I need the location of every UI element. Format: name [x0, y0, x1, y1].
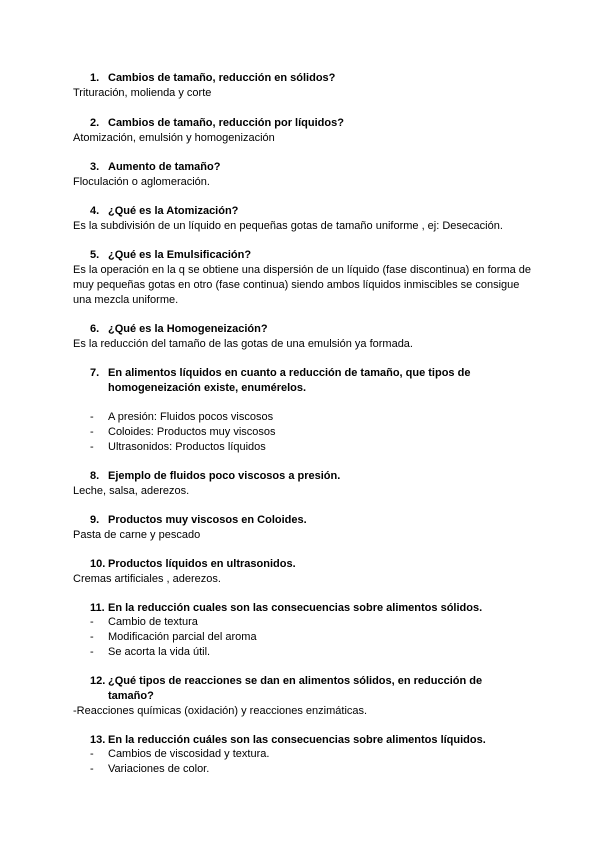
question-number: 8.	[90, 470, 100, 482]
question-text: ¿Qué es la Atomización?	[108, 205, 239, 217]
question-number: 1.	[90, 72, 100, 84]
question-6	[90, 322, 510, 337]
bullet-text: Se acorta la vida útil.	[108, 646, 211, 658]
question-number: 4.	[90, 205, 100, 217]
question-text: Aumento de tamaño?	[108, 161, 221, 173]
answer-8: Leche, salsa, aderezos.	[73, 485, 190, 497]
question-number: 12.	[90, 675, 106, 687]
bullet-text: Ultrasonidos: Productos líquidos	[108, 441, 266, 453]
question-text: ¿Qué tipos de reacciones se dan en alimentos sólidos, en reducción de tamaño?	[108, 675, 483, 702]
question-text: Cambios de tamaño, reducción en sólidos?	[108, 72, 336, 84]
bullet-text: Coloides: Productos muy viscosos	[108, 426, 276, 438]
question-5	[90, 248, 510, 263]
bullet-text: A presión: Fluidos pocos viscosos	[108, 411, 274, 423]
question-number: 3.	[90, 161, 100, 173]
answer-9: Pasta de carne y pescado	[73, 529, 201, 541]
bullet-text: Cambios de viscosidad y textura.	[108, 748, 270, 760]
question-number: 11.	[90, 602, 105, 614]
bullet-item	[90, 630, 490, 645]
bullet-text: Cambio de textura	[108, 616, 198, 628]
question-3	[90, 160, 510, 175]
question-text: ¿Qué es la Homogeneización?	[108, 323, 268, 335]
question-number: 9.	[90, 514, 100, 526]
bullet-item	[90, 425, 490, 440]
answer-5: Es la operación en la q se obtiene una dispersión de un líquido (fase discontinua) en forma de muy pequeñas gotas en otro (fase continua) siendo ambos líquidos inmiscibles se consigue una mezcla uniforme.	[73, 264, 532, 306]
answer-2: Atomización, emulsión y homogenización	[73, 132, 275, 144]
question-12	[90, 674, 510, 704]
question-text: Productos muy viscosos en Coloides.	[108, 514, 307, 526]
bullet-dash: -	[90, 411, 94, 423]
question-13	[90, 733, 510, 748]
question-2	[90, 116, 510, 131]
bullet-item	[90, 410, 490, 425]
answer-10: Cremas artificiales , aderezos.	[73, 573, 221, 585]
bullet-dash: -	[90, 631, 94, 643]
question-number: 5.	[90, 249, 100, 261]
bullet-item	[90, 440, 490, 455]
question-9	[90, 513, 510, 528]
question-number: 6.	[90, 323, 100, 335]
question-7	[90, 366, 510, 396]
question-number: 2.	[90, 117, 100, 129]
bullet-dash: -	[90, 616, 94, 628]
question-8	[90, 469, 510, 484]
question-number: 7.	[90, 367, 100, 379]
question-text: En la reducción cuales son las consecuencias sobre alimentos sólidos.	[108, 602, 483, 614]
question-text: Productos líquidos en ultrasonidos.	[108, 558, 296, 570]
bullet-item	[90, 762, 490, 777]
answer-4: Es la subdivisión de un líquido en pequeñas gotas de tamaño uniforme , ej: Desecación.	[73, 220, 503, 232]
bullet-item	[90, 615, 490, 630]
bullet-text: Modificación parcial del aroma	[108, 631, 257, 643]
question-number: 10.	[90, 558, 106, 570]
bullet-item	[90, 645, 490, 660]
bullet-dash: -	[90, 646, 94, 658]
question-text: En la reducción cuáles son las consecuencias sobre alimentos líquidos.	[108, 734, 486, 746]
question-10	[90, 557, 510, 572]
bullet-dash: -	[90, 426, 94, 438]
question-4	[90, 204, 510, 219]
question-11	[90, 601, 510, 616]
bullet-text: Variaciones de color.	[108, 763, 210, 775]
answer-3: Floculación o aglomeración.	[73, 176, 210, 188]
question-number: 13.	[90, 734, 106, 746]
answer-1: Trituración, molienda y corte	[73, 87, 212, 99]
question-text: En alimentos líquidos en cuanto a reducción de tamaño, que tipos de homogeneización existe, enumérelos.	[108, 367, 471, 394]
question-text: Cambios de tamaño, reducción por líquidos?	[108, 117, 344, 129]
bullet-dash: -	[90, 441, 94, 453]
bullet-dash: -	[90, 748, 94, 760]
question-text: Ejemplo de fluidos poco viscosos a presión.	[108, 470, 341, 482]
question-1	[90, 71, 510, 86]
answer-6: Es la reducción del tamaño de las gotas de una emulsión ya formada.	[73, 338, 413, 350]
answer-12: -Reacciones químicas (oxidación) y reacciones enzimáticas.	[73, 705, 368, 717]
bullet-dash: -	[90, 763, 94, 775]
question-text: ¿Qué es la Emulsificación?	[108, 249, 252, 261]
bullet-item	[90, 747, 490, 762]
